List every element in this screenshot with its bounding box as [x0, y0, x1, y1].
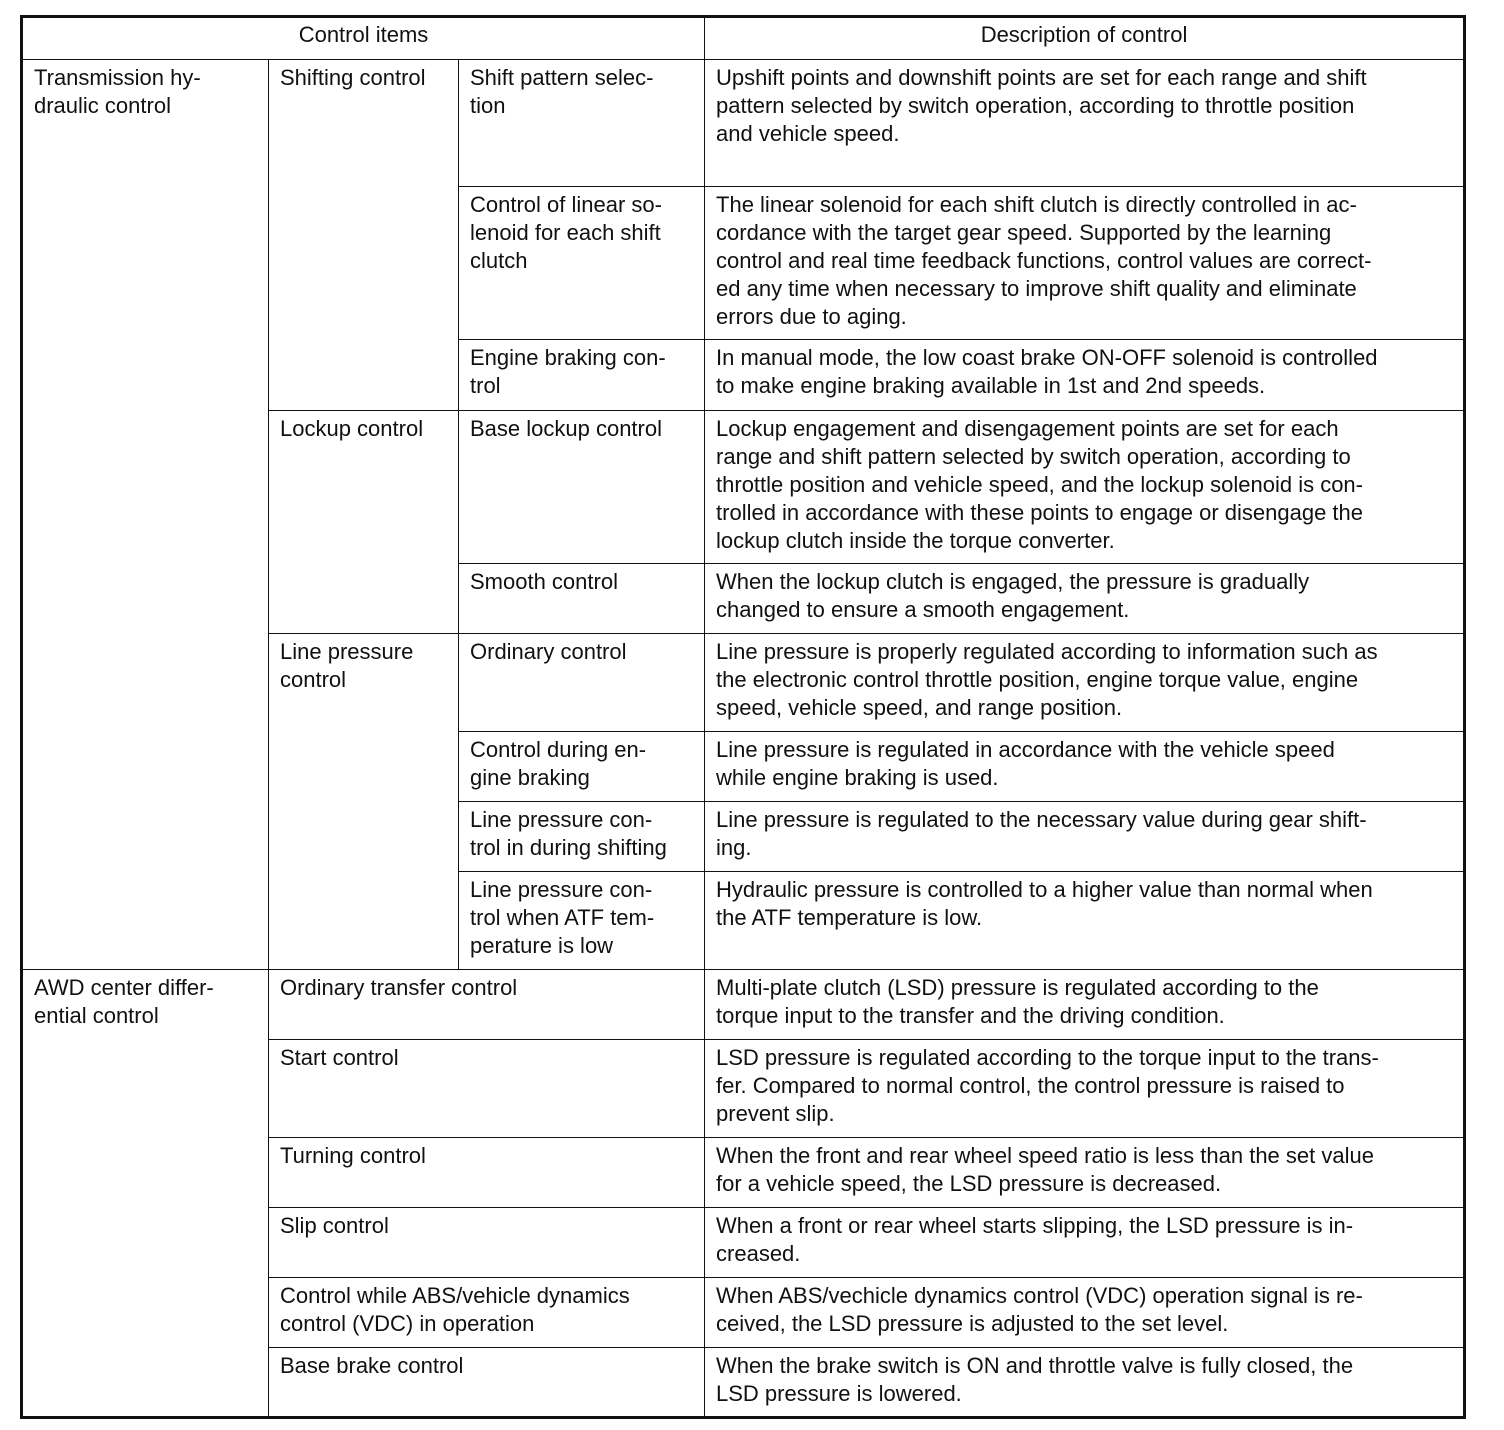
item-cell: Control while ABS/vehicle dynamics control (VDC) in operation	[269, 1278, 705, 1348]
description-cell: Lockup engagement and disengagement points are set for each range and shift pattern selected by switch operation, according to throttle position and vehicle speed, and the lockup solenoid is con- trolled in accordance with these points to engage or disengage the lockup clutch inside the torque converter.	[705, 411, 1465, 564]
header-row	[22, 17, 1465, 60]
item-cell: Line pressure con- trol when ATF tem- perature is low	[459, 872, 705, 970]
description-cell: Upshift points and downshift points are set for each range and shift pattern selected by switch operation, according to throttle position and vehicle speed.	[705, 60, 1465, 187]
description-cell: Line pressure is regulated to the necessary value during gear shift- ing.	[705, 802, 1465, 872]
item-cell: Engine braking con- trol	[459, 340, 705, 411]
item-cell: Ordinary control	[459, 634, 705, 732]
item-cell: Base lockup control	[459, 411, 705, 564]
description-cell: Line pressure is properly regulated according to information such as the electronic control throttle position, engine torque value, engine speed, vehicle speed, and range position.	[705, 634, 1465, 732]
item-cell: Control during en- gine braking	[459, 732, 705, 802]
description-cell: When a front or rear wheel starts slipping, the LSD pressure is in- creased.	[705, 1208, 1465, 1278]
table-row	[22, 60, 1465, 187]
description-cell: When the lockup clutch is engaged, the pressure is gradually changed to ensure a smooth engagement.	[705, 564, 1465, 634]
description-cell: Line pressure is regulated in accordance with the vehicle speed while engine braking is used.	[705, 732, 1465, 802]
description-cell: Hydraulic pressure is controlled to a higher value than normal when the ATF temperature is low.	[705, 872, 1465, 970]
control-table	[20, 15, 1466, 1419]
item-cell: Shift pattern selec- tion	[459, 60, 705, 187]
description-cell: LSD pressure is regulated according to the torque input to the trans- fer. Compared to normal control, the control pressure is raised to prevent slip.	[705, 1040, 1465, 1138]
item-cell: Base brake control	[269, 1348, 705, 1418]
item-cell: Ordinary transfer control	[269, 970, 705, 1040]
item-cell: Turning control	[269, 1138, 705, 1208]
group-label-awd: AWD center differ- ential control	[22, 970, 269, 1418]
header-control-items: Control items	[22, 17, 705, 60]
table-row	[22, 970, 1465, 1040]
item-cell: Start control	[269, 1040, 705, 1138]
description-cell: In manual mode, the low coast brake ON-OFF solenoid is controlled to make engine braking available in 1st and 2nd speeds.	[705, 340, 1465, 411]
header-description: Description of control	[705, 17, 1465, 60]
subgroup-label-lockup: Lockup control	[269, 411, 459, 634]
group-label-transmission: Transmission hy- draulic control	[22, 60, 269, 970]
subgroup-label-line-pressure: Line pressure control	[269, 634, 459, 970]
item-cell: Smooth control	[459, 564, 705, 634]
description-cell: The linear solenoid for each shift clutch is directly controlled in ac- cordance with the target gear speed. Supported by the learning control and real time feedback functions, control values are correct- ed any time when necessary to improve shift quality and eliminate errors due to aging.	[705, 187, 1465, 340]
description-cell: When the brake switch is ON and throttle valve is fully closed, the LSD pressure is lowered.	[705, 1348, 1465, 1418]
description-cell: Multi-plate clutch (LSD) pressure is regulated according to the torque input to the transfer and the driving condition.	[705, 970, 1465, 1040]
description-cell: When ABS/vechicle dynamics control (VDC) operation signal is re- ceived, the LSD pressure is adjusted to the set level.	[705, 1278, 1465, 1348]
item-cell: Slip control	[269, 1208, 705, 1278]
description-cell: When the front and rear wheel speed ratio is less than the set value for a vehicle speed, the LSD pressure is decreased.	[705, 1138, 1465, 1208]
item-cell: Control of linear so- lenoid for each shift clutch	[459, 187, 705, 340]
subgroup-label-shifting: Shifting control	[269, 60, 459, 411]
item-cell: Line pressure con- trol in during shifting	[459, 802, 705, 872]
